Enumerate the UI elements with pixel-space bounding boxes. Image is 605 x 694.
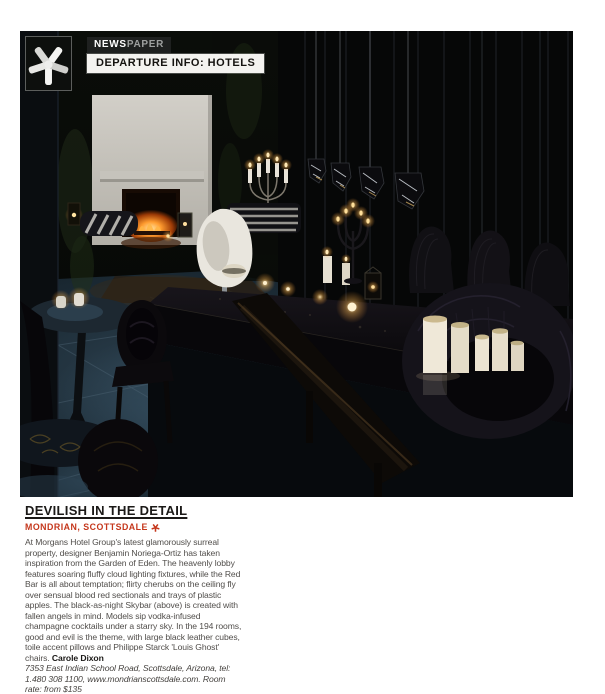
article-title: DEVILISH IN THE DETAIL — [25, 503, 188, 518]
location-label: MONDRIAN, SCOTTSDALE — [25, 522, 148, 532]
brand-kicker — [87, 37, 171, 53]
article — [25, 503, 243, 694]
brand-bold: NEWS — [94, 39, 127, 50]
newspaper-logo — [25, 36, 72, 91]
brand-light: PAPER — [126, 39, 165, 50]
section-title: DEPARTURE INFO: HOTELS — [87, 54, 264, 73]
striped-chaise — [80, 211, 138, 236]
hotel-photo — [20, 31, 573, 497]
asterisk-logo-icon — [26, 37, 71, 90]
byline: Carole Dixon — [51, 652, 104, 663]
asterisk-icon — [151, 523, 160, 532]
article-address: 7353 East Indian School Road, Scottsdale, Arizona, tel: 1.480 308 1100, www.mondrianscottsdale.com. Room rate: from $135 — [25, 663, 231, 694]
body-text: At Morgans Hotel Group's latest glamorously surreal property, designer Benjamin Noriega-Ortiz has taken inspiration from the Garden of Eden. The heavenly lobby features soaring fluffy cloud lighting fixtures, while the Red Bar is all about temptation; flirty cherubs on the ceiling fly over sensual blood red sectionals and trays of plastic apples. The black-as-night Skybar (above) is created with fallen angels in mind. Models sip vodka-infused champagne cocktails under a starry sky. In the 194 rooms, good and evil is the theme, with large black leather cubes, toile accent pillows and Philippe Starck 'Louis Ghost' chairs. — [25, 537, 242, 663]
article-body — [25, 537, 243, 663]
photo-scene — [20, 31, 573, 497]
article-location — [25, 522, 243, 532]
